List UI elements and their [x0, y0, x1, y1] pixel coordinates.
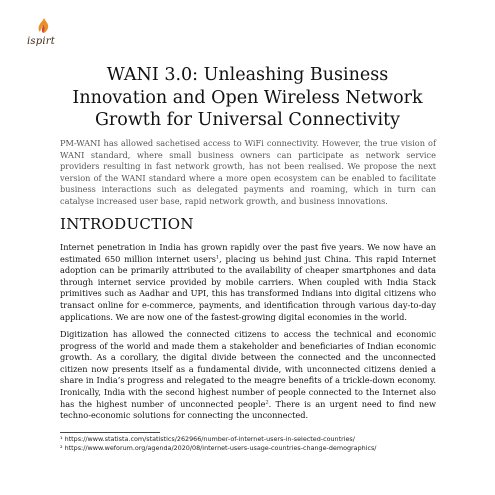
- footnote-ref-1: 1: [215, 253, 220, 260]
- document-title: WANI 3.0: Unleashing Business Innovation and Open Wireless Network Growth for Universal Connectivity: [72, 65, 423, 130]
- ispirt-logo: [27, 18, 67, 52]
- paragraph-text: , placing us behind just China. This rapid Internet adoption can be primarily attributed to the availability of cheaper smartphones and data through internet service provided by mobile carriers. When coupled with India Stack primitives such as Aadhar and UPI, this has transformed Indians into digital citizens who transact online for e-commerce, payments, and identification through various day-to-day applications. We are now one of the fastest-growing digital economies in the world.: [60, 253, 436, 322]
- paragraph-text: Internet penetration in India has grown rapidly over the past five years. We now have an estimated 650 million internet users: [60, 242, 436, 264]
- logo-wordmark: ispirt: [27, 36, 55, 47]
- footnote-1: ¹ https://www.statista.com/statistics/262966/number-of-internet-users-in-selected-countries/: [60, 435, 355, 443]
- footnotes: [60, 435, 450, 453]
- abstract: PM-WANI has allowed sachetised access to WiFi connectivity. However, the true vision of WANI standard, where small business owners can participate as network service providers resulting in fast network growth, has not been realised. We propose the next version of the WANI standard where a more open ecosystem can be enabled to facilitate business interactions such as delegated payments and roaming, which in turn can catalyse increased user base, rapid network growth, and business innovations.: [60, 138, 436, 206]
- flame-logo-icon: [37, 18, 51, 34]
- footnote-ref-2: 2: [265, 398, 269, 405]
- footnote-divider: [60, 432, 160, 433]
- intro-paragraph-2: [60, 329, 436, 422]
- paragraph-text: . There is an urgent need to find new techno-economic solutions for connecting the unconnected.: [60, 398, 436, 421]
- footnote-2: ² https://www.weforum.org/agenda/2020/08/internet-users-usage-countries-change-demographics/: [60, 444, 377, 452]
- intro-paragraph-1: [60, 242, 436, 323]
- section-heading-introduction: INTRODUCTION: [60, 215, 194, 233]
- paragraph-text: Digitization has allowed the connected citizens to access the technical and economic progress of the world and made them a stakeholder and beneficiaries of Indian economic growth. As a corollary, the digital divide between the connected and the unconnected citizen now presents itself as a fundamental divide, with unconnected citizens denied a share in India’s progress and relegated to the meagre benefits of a trickle-down economy. Ironically, India with the second highest number of people connected to the Internet also has the highest number of unconnected people: [60, 329, 436, 409]
